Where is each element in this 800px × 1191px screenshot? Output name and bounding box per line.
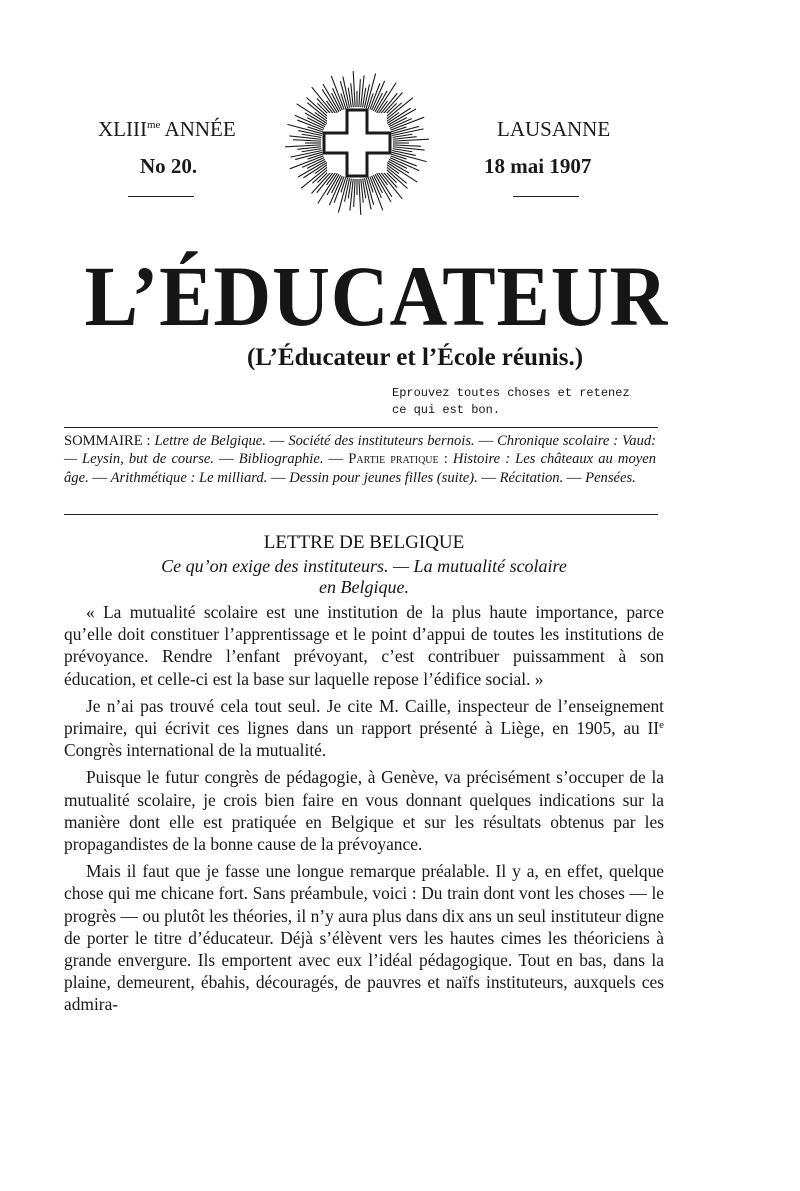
paragraph-4: Mais il faut que je fasse une longue remarque préalable. Il y a, en effet, quelque chose qui me chicane fort. Sans préambule, voici : Du train dont vont les choses — le progrès — ou plutôt les théories, il n’y aura plus dans dix ans un seul instituteur digne de porter le titre d’éducateur. Déjà s’élèvent vers les hautes cimes les théoriciens à grande envergure. Ils emportent avec eux l’idéal pédagogique. Tout en bas, dans la plaine, demeurent, ébahis, découragés, de pauvres et naïfs instituteurs, auxquels ces admira- (64, 861, 664, 1015)
paragraph-3: Puisque le futur congrès de pédagogie, à Genève, va précisément s’occuper de la mutualité scolaire, je crois bien faire en vous donnant quelques indications sur la manière dont elle est pratiquée en Belgique et sur les résultats obtenus par les propagandistes de la bonne cause de la prévoyance. (64, 767, 664, 855)
paragraph-1: « La mutualité scolaire est une institution de la plus haute importance, parce qu’elle doit constituer l’apprentissage et le point d’appui de toutes les institutions de prévoyance. Rendre l’enfant prévoyant, c’est contribuer puissamment à son éducation, et celle-ci est la base sur laquelle repose l’édifice social. » (64, 602, 664, 689)
issue-number: No 20. (140, 154, 198, 178)
partie-pratique-label: Partie pratique : (348, 451, 448, 468)
swiss-cross-emblem-icon (282, 68, 432, 218)
sommaire-item: Histoire : Les châteaux au moyen âge. (64, 451, 656, 486)
article-title: LETTRE DE BELGIQUE (263, 532, 465, 553)
city: LAUSANNE (497, 117, 611, 141)
year-word: ANNÉE (164, 117, 236, 141)
paragraph-2: Je n’ai pas trouvé cela tout seul. Je cite M. Caille, inspecteur de l’enseignement primaire, qui écrivit ces lignes dans un rapport présenté à Liège, en 1905, au IIe Congrès international de la mutualité. (64, 695, 664, 761)
epigraph (392, 385, 692, 419)
year-roman: XLIII (98, 117, 147, 141)
sommaire-item: Récitation. (499, 469, 564, 486)
sommaire-item: Dessin pour jeunes filles (suite). (289, 469, 478, 486)
sommaire: SOMMAIRE : Lettre de Belgique. — Société des instituteurs bernois. — Chronique scolaire : Vaud: — Leysin, but de course. — Bibliographie. — Partie pratique : Histoire : Les châteaux au moyen âge. — Arithmétique : Le milliard. — Dessin pour jeunes filles (suite). — Récitation. — Pensées. (64, 433, 657, 486)
issue-date: 18 mai 1907 (484, 154, 592, 178)
article-subtitle-line-1: Ce qu’on exige des instituteurs. — La mutualité scolaire (161, 556, 567, 576)
sommaire-bottom-rule (64, 514, 658, 515)
sommaire-item: Arithmétique : Le milliard. (110, 469, 268, 486)
sommaire-top-rule (64, 427, 658, 428)
sommaire-item: Société des instituteurs bernois. (288, 433, 475, 449)
sommaire-item: Chronique scolaire : Vaud: — Leysin, but de course. (64, 433, 657, 468)
epigraph-line-2: ce qui est bon. (392, 403, 501, 417)
year-label (98, 117, 236, 142)
masthead-title: L’ÉDUCATEUR (84, 248, 669, 344)
article-subtitle-line-2: en Belgique. (319, 577, 409, 597)
sommaire-item: Pensées. (585, 469, 636, 486)
epigraph-line-1: Eprouvez toutes choses et retenez (392, 386, 630, 400)
sommaire-label: SOMMAIRE : (64, 433, 151, 449)
superscript: e (659, 719, 664, 732)
sommaire-item: Bibliographie. (238, 451, 324, 468)
masthead-subtitle: (L’Éducateur et l’École réunis.) (246, 344, 584, 371)
header-left-rule (128, 196, 194, 197)
year-suffix: me (146, 119, 161, 131)
article-body (64, 601, 664, 1021)
sommaire-item: Lettre de Belgique. (154, 433, 266, 449)
header-right-rule (513, 196, 579, 197)
